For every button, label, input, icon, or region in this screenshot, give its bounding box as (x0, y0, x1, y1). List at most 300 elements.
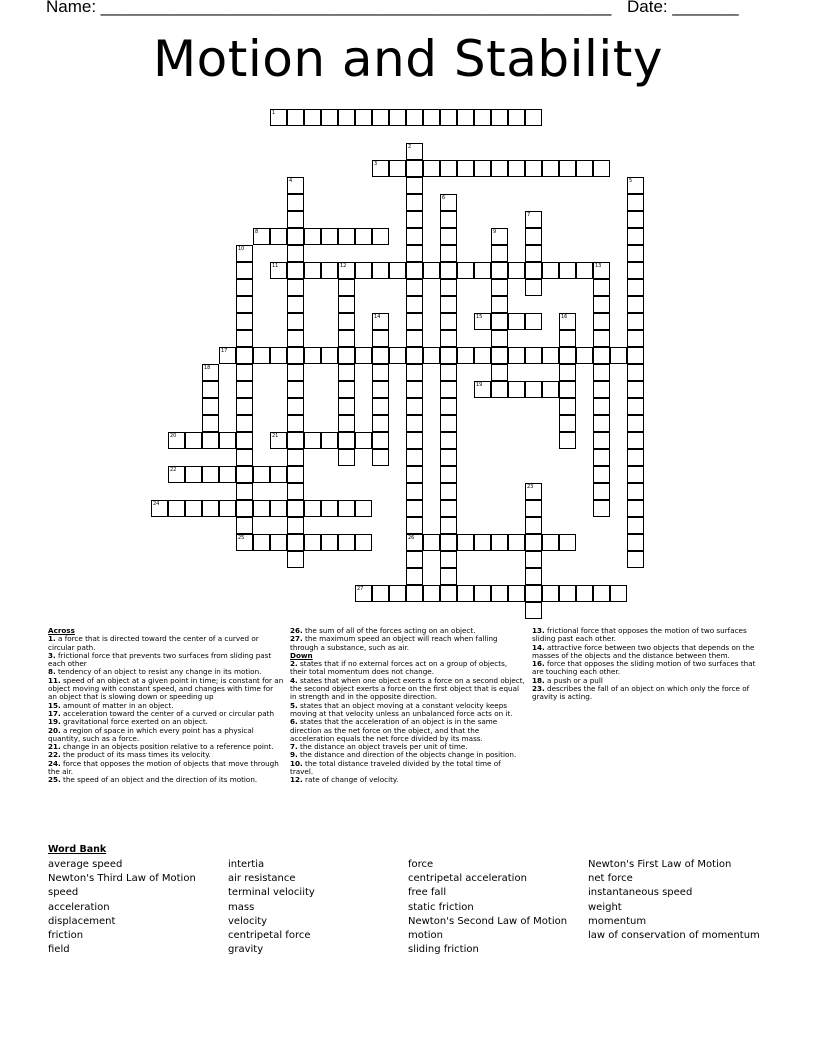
grid-cell[interactable] (236, 296, 253, 313)
grid-cell[interactable] (559, 398, 576, 415)
grid-cell[interactable] (593, 364, 610, 381)
grid-cell[interactable] (236, 415, 253, 432)
grid-cell[interactable] (508, 160, 525, 177)
grid-cell[interactable] (338, 228, 355, 245)
grid-cell[interactable] (525, 551, 542, 568)
grid-cell[interactable] (389, 262, 406, 279)
grid-cell[interactable] (338, 330, 355, 347)
grid-cell[interactable] (304, 534, 321, 551)
grid-cell[interactable] (321, 109, 338, 126)
grid-cell[interactable] (423, 534, 440, 551)
clue-text: acceleration toward the center of a curved or circular path (60, 708, 275, 718)
grid-cell[interactable] (219, 500, 236, 517)
grid-cell[interactable] (406, 398, 423, 415)
grid-cell[interactable] (542, 160, 559, 177)
clue (532, 627, 768, 644)
grid-cell[interactable] (559, 534, 576, 551)
grid-cell[interactable] (440, 432, 457, 449)
grid-cell[interactable] (287, 517, 304, 534)
grid-cell[interactable] (355, 228, 372, 245)
grid-cell[interactable] (372, 449, 389, 466)
grid-cell[interactable] (185, 466, 202, 483)
grid-cell[interactable] (372, 381, 389, 398)
grid-cell[interactable] (287, 347, 304, 364)
grid-cell[interactable] (525, 568, 542, 585)
grid-cell[interactable] (491, 245, 508, 262)
grid-cell[interactable] (406, 517, 423, 534)
grid-cell[interactable] (593, 398, 610, 415)
grid-cell[interactable] (338, 500, 355, 517)
grid-cell[interactable] (440, 381, 457, 398)
grid-cell[interactable] (440, 415, 457, 432)
grid-cell[interactable] (287, 381, 304, 398)
grid-cell[interactable] (627, 432, 644, 449)
grid-cell[interactable] (508, 585, 525, 602)
clue-number: 27. (290, 634, 303, 644)
grid-cell[interactable] (406, 466, 423, 483)
grid-cell[interactable] (321, 347, 338, 364)
grid-cell[interactable] (321, 262, 338, 279)
grid-cell[interactable] (287, 398, 304, 415)
grid-cell[interactable] (508, 381, 525, 398)
grid-cell[interactable] (440, 568, 457, 585)
grid-cell[interactable] (287, 483, 304, 500)
clue-text: the maximum speed an object will reach when falling through a substance, such as air. (290, 634, 498, 652)
grid-cell[interactable] (236, 449, 253, 466)
grid-cell[interactable] (406, 160, 423, 177)
grid-cell[interactable] (542, 347, 559, 364)
grid-cell[interactable] (287, 534, 304, 551)
grid-cell[interactable] (627, 500, 644, 517)
grid-cell[interactable] (287, 466, 304, 483)
grid-cell[interactable] (406, 483, 423, 500)
grid-cell[interactable] (457, 534, 474, 551)
grid-cell[interactable] (389, 109, 406, 126)
grid-cell[interactable] (202, 398, 219, 415)
grid-cell[interactable] (627, 483, 644, 500)
grid-cell[interactable] (508, 262, 525, 279)
grid-cell[interactable] (338, 296, 355, 313)
grid-cell[interactable] (406, 262, 423, 279)
grid-cell[interactable] (355, 109, 372, 126)
grid-cell[interactable] (372, 415, 389, 432)
grid-cell[interactable] (372, 364, 389, 381)
grid-cell[interactable] (576, 585, 593, 602)
grid-cell[interactable] (440, 262, 457, 279)
grid-cell[interactable] (440, 364, 457, 381)
grid-cell[interactable] (253, 534, 270, 551)
grid-cell[interactable] (440, 517, 457, 534)
grid-cell[interactable] (440, 500, 457, 517)
grid-cell[interactable] (372, 109, 389, 126)
grid-cell[interactable] (508, 534, 525, 551)
grid-cell[interactable] (270, 466, 287, 483)
grid-cell[interactable] (321, 534, 338, 551)
grid-cell[interactable] (372, 585, 389, 602)
grid-cell[interactable] (270, 500, 287, 517)
grid-cell[interactable] (236, 262, 253, 279)
grid-cell[interactable] (559, 432, 576, 449)
grid-cell[interactable] (440, 296, 457, 313)
grid-cell[interactable] (627, 313, 644, 330)
grid-cell[interactable] (440, 109, 457, 126)
grid-cell[interactable] (627, 296, 644, 313)
clue-text: rate of change of velocity. (302, 775, 399, 785)
grid-cell[interactable] (338, 313, 355, 330)
grid-cell[interactable] (576, 160, 593, 177)
grid-cell[interactable] (542, 585, 559, 602)
grid-cell[interactable] (287, 449, 304, 466)
grid-cell[interactable] (491, 109, 508, 126)
grid-cell[interactable] (236, 381, 253, 398)
grid-cell[interactable] (440, 228, 457, 245)
grid-cell[interactable] (593, 381, 610, 398)
grid-cell[interactable] (406, 279, 423, 296)
grid-cell[interactable] (525, 279, 542, 296)
grid-cell[interactable] (491, 585, 508, 602)
grid-cell[interactable] (474, 534, 491, 551)
grid-cell[interactable] (185, 500, 202, 517)
grid-cell[interactable] (440, 347, 457, 364)
grid-cell[interactable] (270, 534, 287, 551)
grid-cell[interactable] (440, 534, 457, 551)
grid-cell[interactable] (525, 602, 542, 619)
grid-cell[interactable] (406, 449, 423, 466)
grid-cell[interactable] (236, 398, 253, 415)
grid-cell[interactable] (236, 483, 253, 500)
grid-cell[interactable] (508, 347, 525, 364)
grid-cell[interactable] (321, 500, 338, 517)
grid-cell[interactable] (406, 432, 423, 449)
grid-cell[interactable] (423, 160, 440, 177)
grid-cell[interactable] (525, 245, 542, 262)
grid-cell[interactable] (287, 262, 304, 279)
grid-cell[interactable] (593, 347, 610, 364)
grid-cell[interactable] (474, 347, 491, 364)
grid-cell[interactable] (406, 415, 423, 432)
grid-cell[interactable] (372, 347, 389, 364)
grid-cell[interactable] (338, 279, 355, 296)
grid-cell[interactable] (287, 245, 304, 262)
grid-cell[interactable] (338, 449, 355, 466)
grid-cell[interactable] (440, 160, 457, 177)
word-bank-item: instantaneous speed (588, 887, 693, 899)
grid-cell[interactable] (219, 466, 236, 483)
grid-cell[interactable] (491, 330, 508, 347)
grid-cell[interactable] (440, 330, 457, 347)
grid-cell[interactable] (474, 109, 491, 126)
grid-cell[interactable] (593, 432, 610, 449)
grid-cell[interactable] (338, 432, 355, 449)
grid-cell[interactable] (559, 347, 576, 364)
grid-cell[interactable] (457, 160, 474, 177)
grid-cell[interactable] (372, 330, 389, 347)
clue-number: 4. (290, 675, 298, 685)
grid-cell[interactable] (525, 585, 542, 602)
grid-cell[interactable] (474, 585, 491, 602)
grid-cell[interactable] (627, 347, 644, 364)
grid-cell[interactable] (236, 364, 253, 381)
grid-cell[interactable] (406, 551, 423, 568)
grid-cell[interactable] (202, 415, 219, 432)
grid-cell[interactable] (202, 500, 219, 517)
grid-cell[interactable] (304, 262, 321, 279)
grid-cell[interactable] (593, 415, 610, 432)
grid-cell[interactable] (525, 500, 542, 517)
grid-cell[interactable] (236, 517, 253, 534)
grid-cell[interactable] (304, 432, 321, 449)
grid-cell[interactable] (338, 109, 355, 126)
grid-cell[interactable] (559, 415, 576, 432)
grid-cell[interactable] (372, 228, 389, 245)
grid-cell[interactable] (287, 279, 304, 296)
grid-cell[interactable] (491, 381, 508, 398)
grid-cell[interactable] (627, 330, 644, 347)
grid-cell[interactable] (491, 279, 508, 296)
grid-cell[interactable] (627, 517, 644, 534)
grid-cell[interactable] (491, 364, 508, 381)
grid-cell[interactable] (355, 262, 372, 279)
grid-cell[interactable] (304, 109, 321, 126)
grid-cell[interactable] (287, 415, 304, 432)
grid-cell[interactable] (559, 160, 576, 177)
grid-cell[interactable] (457, 109, 474, 126)
grid-cell[interactable] (406, 381, 423, 398)
grid-cell[interactable] (406, 313, 423, 330)
grid-cell[interactable] (406, 347, 423, 364)
grid-cell[interactable] (406, 245, 423, 262)
grid-cell[interactable] (355, 534, 372, 551)
word-bank-item: law of conservation of momentum (588, 930, 760, 942)
grid-cell[interactable] (525, 313, 542, 330)
grid-cell[interactable] (389, 160, 406, 177)
grid-cell[interactable] (440, 313, 457, 330)
grid-cell[interactable] (236, 279, 253, 296)
clue-number: 25. (48, 775, 61, 785)
grid-cell[interactable] (627, 194, 644, 211)
grid-cell[interactable] (593, 279, 610, 296)
grid-cell[interactable] (406, 330, 423, 347)
grid-cell[interactable] (338, 381, 355, 398)
grid-cell[interactable] (440, 585, 457, 602)
grid-cell[interactable] (508, 109, 525, 126)
word-bank-item: velocity (228, 915, 268, 927)
grid-cell[interactable] (389, 347, 406, 364)
grid-cell[interactable] (542, 381, 559, 398)
grid-cell[interactable] (406, 500, 423, 517)
grid-cell[interactable] (610, 585, 627, 602)
grid-cell[interactable] (593, 466, 610, 483)
clue-number: 6 (442, 195, 446, 201)
grid-cell[interactable] (576, 262, 593, 279)
grid-cell[interactable] (457, 347, 474, 364)
grid-cell[interactable] (253, 466, 270, 483)
grid-cell[interactable] (287, 432, 304, 449)
grid-cell[interactable] (440, 211, 457, 228)
grid-cell[interactable] (525, 534, 542, 551)
grid-cell[interactable] (338, 534, 355, 551)
grid-cell[interactable] (627, 381, 644, 398)
grid-cell[interactable] (627, 245, 644, 262)
clue (48, 652, 284, 669)
grid-cell[interactable] (491, 347, 508, 364)
grid-cell[interactable] (287, 211, 304, 228)
grid-cell[interactable] (627, 415, 644, 432)
grid-cell[interactable] (593, 160, 610, 177)
grid-cell[interactable] (593, 330, 610, 347)
grid-cell[interactable] (236, 500, 253, 517)
grid-cell[interactable] (372, 398, 389, 415)
grid-cell[interactable] (304, 228, 321, 245)
grid-cell[interactable] (440, 466, 457, 483)
grid-cell[interactable] (559, 262, 576, 279)
grid-cell[interactable] (610, 347, 627, 364)
grid-cell[interactable] (304, 347, 321, 364)
grid-cell[interactable] (525, 228, 542, 245)
grid-cell[interactable] (593, 313, 610, 330)
grid-cell[interactable] (627, 262, 644, 279)
clue-number: 21. (48, 742, 61, 752)
word-bank-item: motion (408, 930, 444, 942)
grid-cell[interactable] (627, 466, 644, 483)
grid-cell[interactable] (287, 228, 304, 245)
clue (290, 677, 525, 702)
grid-cell[interactable] (372, 262, 389, 279)
grid-cell[interactable] (406, 194, 423, 211)
grid-cell[interactable] (627, 279, 644, 296)
grid-cell[interactable] (559, 364, 576, 381)
grid-cell[interactable] (457, 585, 474, 602)
grid-cell[interactable] (338, 364, 355, 381)
grid-cell[interactable] (236, 432, 253, 449)
grid-cell[interactable] (627, 551, 644, 568)
grid-cell[interactable] (406, 364, 423, 381)
grid-cell[interactable] (423, 347, 440, 364)
grid-cell[interactable] (525, 347, 542, 364)
grid-cell[interactable] (491, 262, 508, 279)
grid-cell[interactable] (440, 483, 457, 500)
grid-cell[interactable] (627, 211, 644, 228)
grid-cell[interactable] (338, 347, 355, 364)
grid-cell[interactable] (440, 449, 457, 466)
grid-cell[interactable] (576, 347, 593, 364)
grid-cell[interactable] (593, 483, 610, 500)
grid-cell[interactable] (236, 347, 253, 364)
grid-cell[interactable] (423, 585, 440, 602)
grid-cell[interactable] (406, 585, 423, 602)
grid-cell[interactable] (287, 296, 304, 313)
grid-cell[interactable] (593, 500, 610, 517)
grid-cell[interactable] (474, 160, 491, 177)
grid-cell[interactable] (406, 211, 423, 228)
grid-cell[interactable] (627, 364, 644, 381)
grid-cell[interactable] (423, 262, 440, 279)
grid-cell[interactable] (287, 364, 304, 381)
grid-cell[interactable] (593, 585, 610, 602)
grid-cell[interactable] (627, 449, 644, 466)
grid-cell[interactable] (338, 398, 355, 415)
grid-cell[interactable] (287, 109, 304, 126)
grid-cell[interactable] (491, 313, 508, 330)
grid-cell[interactable] (627, 398, 644, 415)
grid-cell[interactable] (474, 262, 491, 279)
grid-cell[interactable] (559, 585, 576, 602)
grid-cell[interactable] (202, 466, 219, 483)
grid-cell[interactable] (287, 313, 304, 330)
grid-cell[interactable] (440, 279, 457, 296)
grid-cell[interactable] (287, 194, 304, 211)
grid-cell[interactable] (423, 109, 440, 126)
grid-cell[interactable] (338, 415, 355, 432)
grid-cell[interactable] (253, 500, 270, 517)
grid-cell[interactable] (542, 534, 559, 551)
grid-cell[interactable] (542, 262, 559, 279)
grid-cell[interactable] (355, 432, 372, 449)
grid-cell[interactable] (304, 500, 321, 517)
grid-cell[interactable] (287, 551, 304, 568)
grid-cell[interactable] (355, 347, 372, 364)
grid-cell[interactable] (406, 296, 423, 313)
grid-cell[interactable] (270, 347, 287, 364)
clue-number: 8 (255, 229, 259, 235)
grid-cell[interactable] (559, 330, 576, 347)
grid-cell[interactable] (406, 177, 423, 194)
grid-cell[interactable] (440, 245, 457, 262)
grid-cell[interactable] (219, 432, 236, 449)
grid-cell[interactable] (457, 262, 474, 279)
grid-cell[interactable] (525, 160, 542, 177)
grid-cell[interactable] (185, 432, 202, 449)
grid-cell[interactable] (525, 262, 542, 279)
grid-cell[interactable] (372, 432, 389, 449)
grid-cell[interactable] (593, 449, 610, 466)
grid-cell[interactable] (491, 296, 508, 313)
grid-cell[interactable] (491, 160, 508, 177)
grid-cell[interactable] (236, 330, 253, 347)
grid-cell[interactable] (406, 109, 423, 126)
grid-cell[interactable] (287, 500, 304, 517)
grid-cell[interactable] (440, 398, 457, 415)
grid-cell[interactable] (355, 500, 372, 517)
grid-cell[interactable] (406, 568, 423, 585)
grid-cell[interactable] (321, 228, 338, 245)
grid-cell[interactable] (491, 534, 508, 551)
grid-cell[interactable] (525, 517, 542, 534)
grid-cell[interactable] (321, 432, 338, 449)
grid-cell[interactable] (253, 347, 270, 364)
grid-cell[interactable] (202, 381, 219, 398)
grid-cell[interactable] (389, 585, 406, 602)
grid-cell[interactable] (627, 534, 644, 551)
grid-cell[interactable] (508, 313, 525, 330)
grid-cell[interactable] (270, 228, 287, 245)
grid-cell[interactable] (440, 551, 457, 568)
grid-cell[interactable] (236, 313, 253, 330)
grid-cell[interactable] (202, 432, 219, 449)
grid-cell[interactable] (593, 296, 610, 313)
grid-cell[interactable] (627, 228, 644, 245)
clue-number: 20 (170, 433, 177, 439)
grid-cell[interactable] (287, 330, 304, 347)
word-bank-item: intertia (228, 859, 265, 870)
word-bank-item: centripetal acceleration (408, 873, 527, 885)
grid-cell[interactable] (525, 109, 542, 126)
grid-cell[interactable] (559, 381, 576, 398)
grid-cell[interactable] (406, 228, 423, 245)
grid-cell[interactable] (168, 500, 185, 517)
grid-cell[interactable] (236, 466, 253, 483)
grid-cell[interactable] (525, 381, 542, 398)
